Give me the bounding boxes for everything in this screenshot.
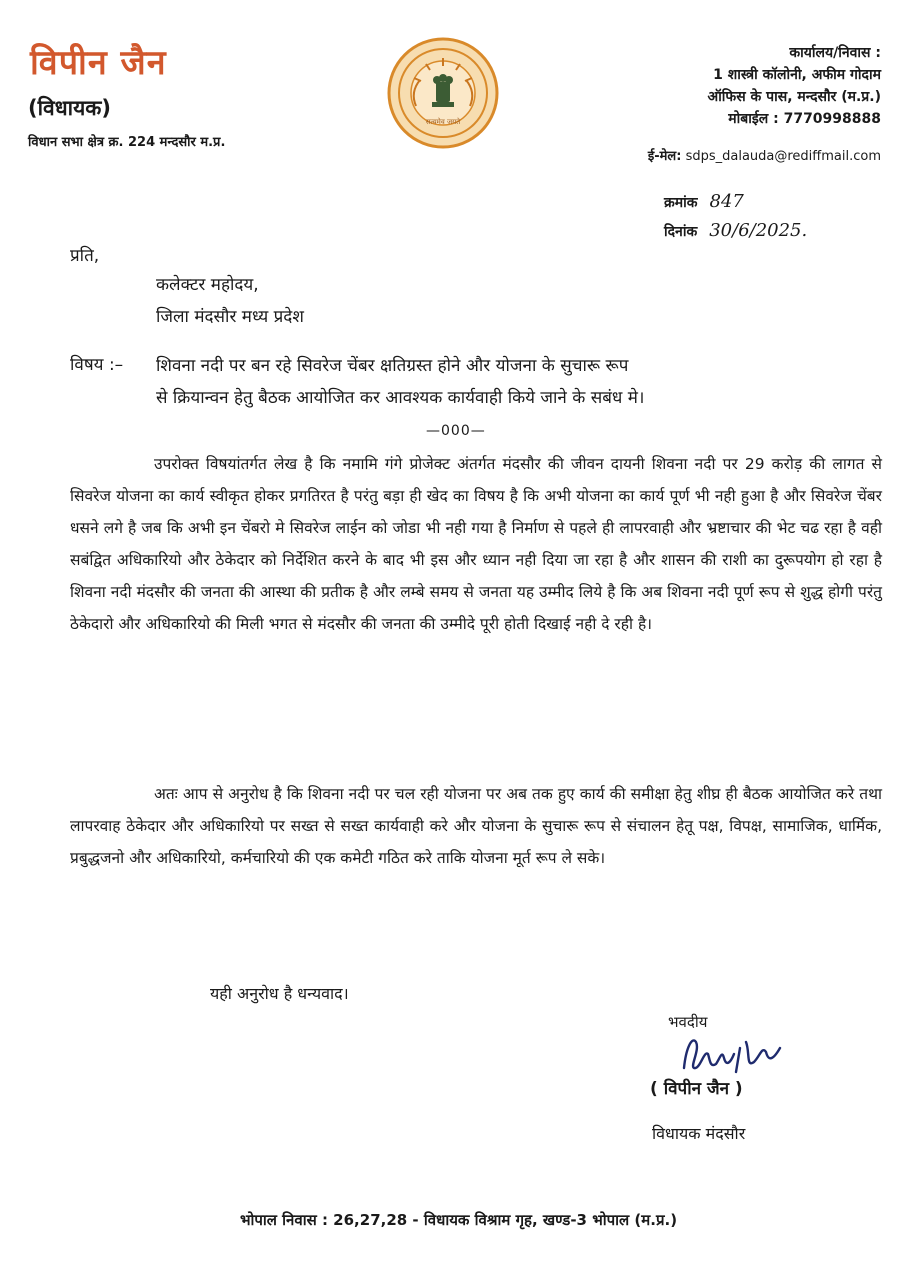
subject-line: से क्रियान्वन हेतु बैठक आयोजित कर आवश्यक कार्यवाही किये जाने के सबंध मे। (156, 388, 645, 408)
ref-date: 30/6/2025. (709, 220, 808, 241)
constituency: विधान सभा क्षेत्र क्र. 224 मन्दसौर म.प्र. (28, 135, 226, 150)
mobile-line: मोबाईल : 7770998888 (728, 111, 881, 127)
ref-number: 847 (709, 191, 744, 212)
handwritten-signature (676, 1028, 788, 1080)
office-address (707, 42, 881, 130)
email-line (648, 146, 881, 164)
address-line: ऑफिस के पास, मन्दसौर (म.प्र.) (707, 89, 881, 105)
ref-date-label: दिनांक (664, 224, 698, 240)
reference-block (664, 188, 807, 246)
subject-line: शिवना नदी पर बन रहे सिवरेज चेंबर क्षतिग्रस्त होने और योजना के सुचारू रूप (156, 356, 629, 376)
signatory-name: ( विपीन जैन ) (650, 1079, 743, 1099)
email-label: ई-मेल: (647, 149, 682, 164)
emblem-motto: सत्यमेव जयते (425, 118, 461, 126)
designation: (विधायक) (28, 96, 111, 120)
closing-line: यही अनुरोध है धन्यवाद। (210, 984, 349, 1003)
to-label: प्रति, (70, 246, 100, 266)
recipient-line: कलेक्टर महोदय, (156, 275, 259, 295)
separator: —000— (426, 423, 486, 439)
mla-name: विपीन जैन (30, 43, 167, 83)
body-paragraph (70, 448, 882, 640)
salutation: भवदीय (668, 1013, 708, 1031)
state-emblem-icon (386, 36, 500, 150)
subject-label: विषय :– (70, 355, 124, 375)
signatory-designation: विधायक मंदसौर (652, 1124, 746, 1143)
footer-address: भोपाल निवास : 26,27,28 - विधायक विश्राम गृह, खण्ड-3 भोपाल (म.प्र.) (239, 1211, 678, 1229)
address-line: कार्यालय/निवास : (789, 45, 881, 61)
address-line: 1 शास्त्री कॉलोनी, अफीम गोदाम (713, 67, 881, 83)
ref-number-label: क्रमांक (664, 195, 698, 211)
body-text: उपरोक्त विषयांतर्गत लेख है कि नमामि गंगे प्रोजेक्ट अंतर्गत मंदसौर की जीवन दायनी शिवना नदी पर 29 करोड़ की लागत से सिवरेज योजना का कार्य स्वीकृत होकर प्रगतिरत है परंतु बड़ा ही खेद का विषय है कि अभी योजना का कार्य पूर्ण भी नही हुआ है और सिवरेज चेंबर धसने लगे है जब कि अभी इन चेंबरो मे सिवरेज लाईन को जोडा भी नही गया है निर्माण से पहले ही लापरवाही और भ्रष्टाचार की भेट चढ रहा है वही सबंद्वित अधिकारियो और ठेकेदार को निर्देशित करने के बाद भी इस और ध्यान नही दिया जा रहा है और शासन की राशी का दुरूपयोग हो रहा है शिवना नदी मंदसौर की जनता की आस्था की प्रतीक है और लम्बे समय से जनता यह उम्मीद लिये है कि अब शिवना नदी पूर्ण रूप से शुद्ध होगी परंतु ठेकेदारो और अधिकारियो की मिली भगत से मंदसौर की जनता की उम्मीदे पूरी होती दिखाई नही दे रही है। (70, 455, 882, 633)
recipient-line: जिला मंदसौर मध्य प्रदेश (156, 307, 304, 327)
body-text: अतः आप से अनुरोध है कि शिवना नदी पर चल रही योजना पर अब तक हुए कार्य की समीक्षा हेतु शीघ्र ही बैठक आयोजित करे तथा लापरवाह ठेकेदार और अधिकारियो पर सख्त से सख्त कार्यवाही करे और योजना के सुचारू रूप से संचालन हेतू पक्ष, विपक्ष, सामाजिक, धार्मिक, प्रबुद्धजनो और अधिकारियो, कर्मचारियो की एक कमेटी गठित करे ताकि योजना मूर्त रूप ले सके। (70, 785, 882, 867)
email-address[interactable]: sdps_dalauda@rediffmail.com (685, 149, 881, 164)
body-paragraph (70, 778, 882, 874)
